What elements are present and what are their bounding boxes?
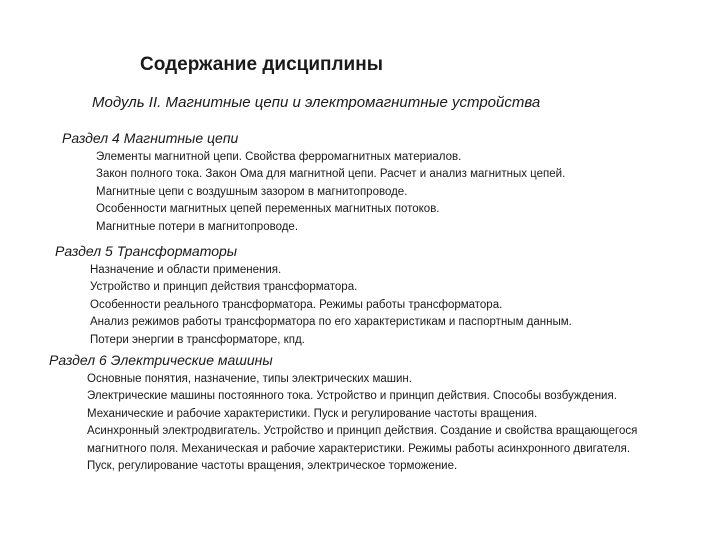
list-item: Анализ режимов работы трансформатора по его характеристикам и паспортным данным.	[90, 316, 572, 329]
page-title: Содержание дисциплины	[140, 54, 383, 75]
list-item: Асинхронный электродвигатель. Устройство и принцип действия. Создание и свойства вращающегося	[87, 425, 638, 438]
list-item: Электрические машины постоянного тока. Устройство и принцип действия. Способы возбуждения.	[87, 390, 617, 403]
list-item: Особенности магнитных цепей переменных магнитных потоков.	[96, 203, 440, 216]
list-item: Механические и рабочие характеристики. Пуск и регулирование частоты вращения.	[87, 407, 538, 420]
list-item: Закон полного тока. Закон Ома для магнитной цепи. Расчет и анализ магнитных цепей.	[96, 168, 566, 181]
section-4-heading: Раздел 4 Магнитные цепи	[62, 130, 239, 146]
list-item: Пуск, регулирование частоты вращения, электрическое торможение.	[87, 460, 458, 473]
list-item: Устройство и принцип действия трансформатора.	[90, 281, 358, 294]
list-item: Магнитные потери в магнитопроводе.	[96, 220, 299, 233]
list-item: Элементы магнитной цепи. Свойства ферромагнитных материалов.	[96, 151, 462, 163]
module-heading: Модуль II. Магнитные цепи и электромагнитные устройства	[92, 94, 541, 111]
list-item: Назначение и области применения.	[90, 264, 282, 276]
section-6-list	[87, 371, 637, 475]
section-5-list	[90, 262, 572, 349]
list-item: Особенности реального трансформатора. Режимы работы трансформатора.	[90, 298, 503, 311]
list-item: Основные понятия, назначение, типы электрических машин.	[87, 373, 412, 385]
list-item: Магнитные цепи с воздушным зазором в магнитопроводе.	[96, 185, 408, 198]
list-item: магнитного поля. Механическая и рабочие характеристики. Режимы работы асинхронного двигателя.	[87, 442, 631, 455]
section-5-heading: Раздел 5 Трансформаторы	[55, 243, 238, 259]
section-6-heading: Раздел 6 Электрические машины	[49, 352, 273, 368]
list-item: Потери энергии в трансформаторе, кпд.	[90, 333, 305, 346]
section-4-list	[96, 149, 565, 236]
